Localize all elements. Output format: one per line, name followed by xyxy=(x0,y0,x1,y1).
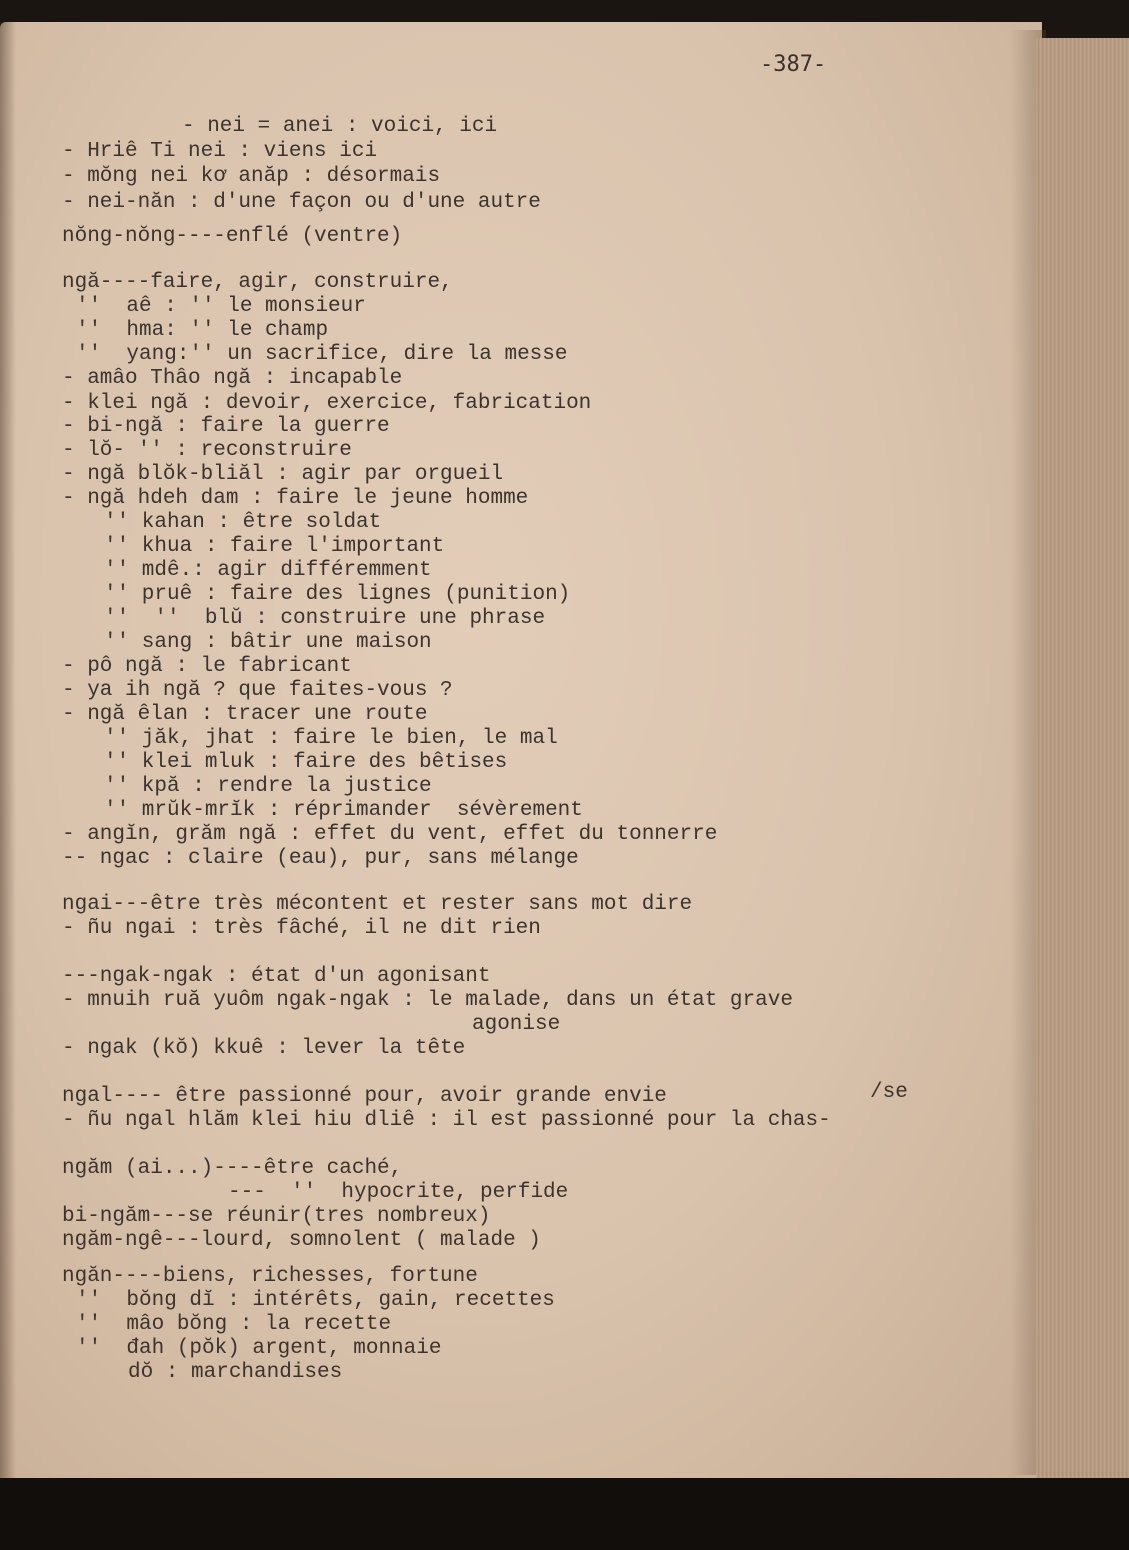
entry-line: - klei ngă : devoir, exercice, fabrication xyxy=(62,392,592,415)
entry-line: - mŏng nei kơ anăp : désormais xyxy=(62,165,441,188)
entry-line: - pô ngă : le fabricant xyxy=(62,655,352,678)
entry-line: '' '' blŭ : construire une phrase xyxy=(104,607,546,630)
entry-line: '' kpă : rendre la justice xyxy=(104,775,432,798)
entry-line: '' mrŭk-mrĭk : réprimander sévèrement xyxy=(104,799,583,822)
entry-line: - ñu ngai : très fâché, il ne dit rien xyxy=(62,917,541,940)
entry-line: - mnuih ruă yuôm ngak-ngak : le malade, dans un état grave xyxy=(62,989,793,1012)
entry-line: - bi-ngă : faire la guerre xyxy=(62,415,390,438)
entry-line: - ya ih ngă ? que faites-vous ? xyxy=(62,679,453,702)
entry-headword: ngai---être très mécontent et rester sans mot dire xyxy=(62,893,693,916)
entry-line: '' sang : bâtir une maison xyxy=(104,631,432,654)
entry-line: '' hma: '' le champ xyxy=(76,319,329,342)
entry-line: '' đah (pŏk) argent, monnaie xyxy=(76,1337,442,1360)
entry-headword: ngal---- être passionné pour, avoir grande envie xyxy=(62,1085,667,1108)
entry-line: /se xyxy=(870,1081,908,1104)
entry-line: '' klei mluk : faire des bêtises xyxy=(104,751,508,774)
entry-line: agonise xyxy=(472,1013,561,1036)
page-stack-edges xyxy=(1036,38,1129,1478)
entry-line: - ñu ngal hlăm klei hiu dliê : il est passionné pour la chas- xyxy=(62,1109,831,1132)
entry-line: - nei-năn : d'une façon ou d'une autre xyxy=(62,191,541,214)
entry-line: - amâo Thâo ngă : incapable xyxy=(62,367,403,390)
entry-line: '' kahan : être soldat xyxy=(104,511,382,534)
page-number: -387- xyxy=(760,52,827,77)
entry-line: '' bŏng dĭ : intérêts, gain, recettes xyxy=(76,1289,555,1312)
entry-headword: ngăm-ngê---lourd, somnolent ( malade ) xyxy=(62,1229,541,1252)
entry-line: '' yang:'' un sacrifice, dire la messe xyxy=(76,343,568,366)
entry-headword: ngăn----biens, richesses, fortune xyxy=(62,1265,478,1288)
entry-headword: ngăm (ai...)----être caché, xyxy=(62,1157,403,1180)
entry-line: --- '' hypocrite, perfide xyxy=(228,1181,569,1204)
entry-line: - ngă hdeh dam : faire le jeune homme xyxy=(62,487,529,510)
entry-line: '' aê : '' le monsieur xyxy=(76,295,366,318)
entry-line: dŏ : marchandises xyxy=(128,1361,343,1384)
entry-line: - ngă êlan : tracer une route xyxy=(62,703,428,726)
entry-line: '' jăk, jhat : faire le bien, le mal xyxy=(104,727,558,750)
entry-line: - ngak (kŏ) kkuê : lever la tête xyxy=(62,1037,466,1060)
entry-line: -- ngac : claire (eau), pur, sans mélange xyxy=(62,847,579,870)
entry-line: - lŏ- '' : reconstruire xyxy=(62,439,352,462)
entry-headword: ---ngak-ngak : état d'un agonisant xyxy=(62,965,491,988)
entry-line: '' mâo bŏng : la recette xyxy=(76,1313,392,1336)
entry-line: '' mdê.: agir différemment xyxy=(104,559,432,582)
entry-line: - Hriê Ti nei : viens ici xyxy=(62,140,378,163)
entry-headword: bi-ngăm---se réunir(tres nombreux) xyxy=(62,1205,491,1228)
entry-line: '' pruê : faire des lignes (punition) xyxy=(104,583,571,606)
entry-line: - ngă blŏk-bliăl : agir par orgueil xyxy=(62,463,504,486)
entry-line: '' khua : faire l'important xyxy=(104,535,445,558)
entry-line: - angĭn, grăm ngă : effet du vent, effet du tonnerre xyxy=(62,823,718,846)
entry-headword: nŏng-nŏng----enflé (ventre) xyxy=(62,225,403,248)
entry-line: - nei = anei : voici, ici xyxy=(182,115,498,138)
entry-headword: ngă----faire, agir, construire, xyxy=(62,271,453,294)
